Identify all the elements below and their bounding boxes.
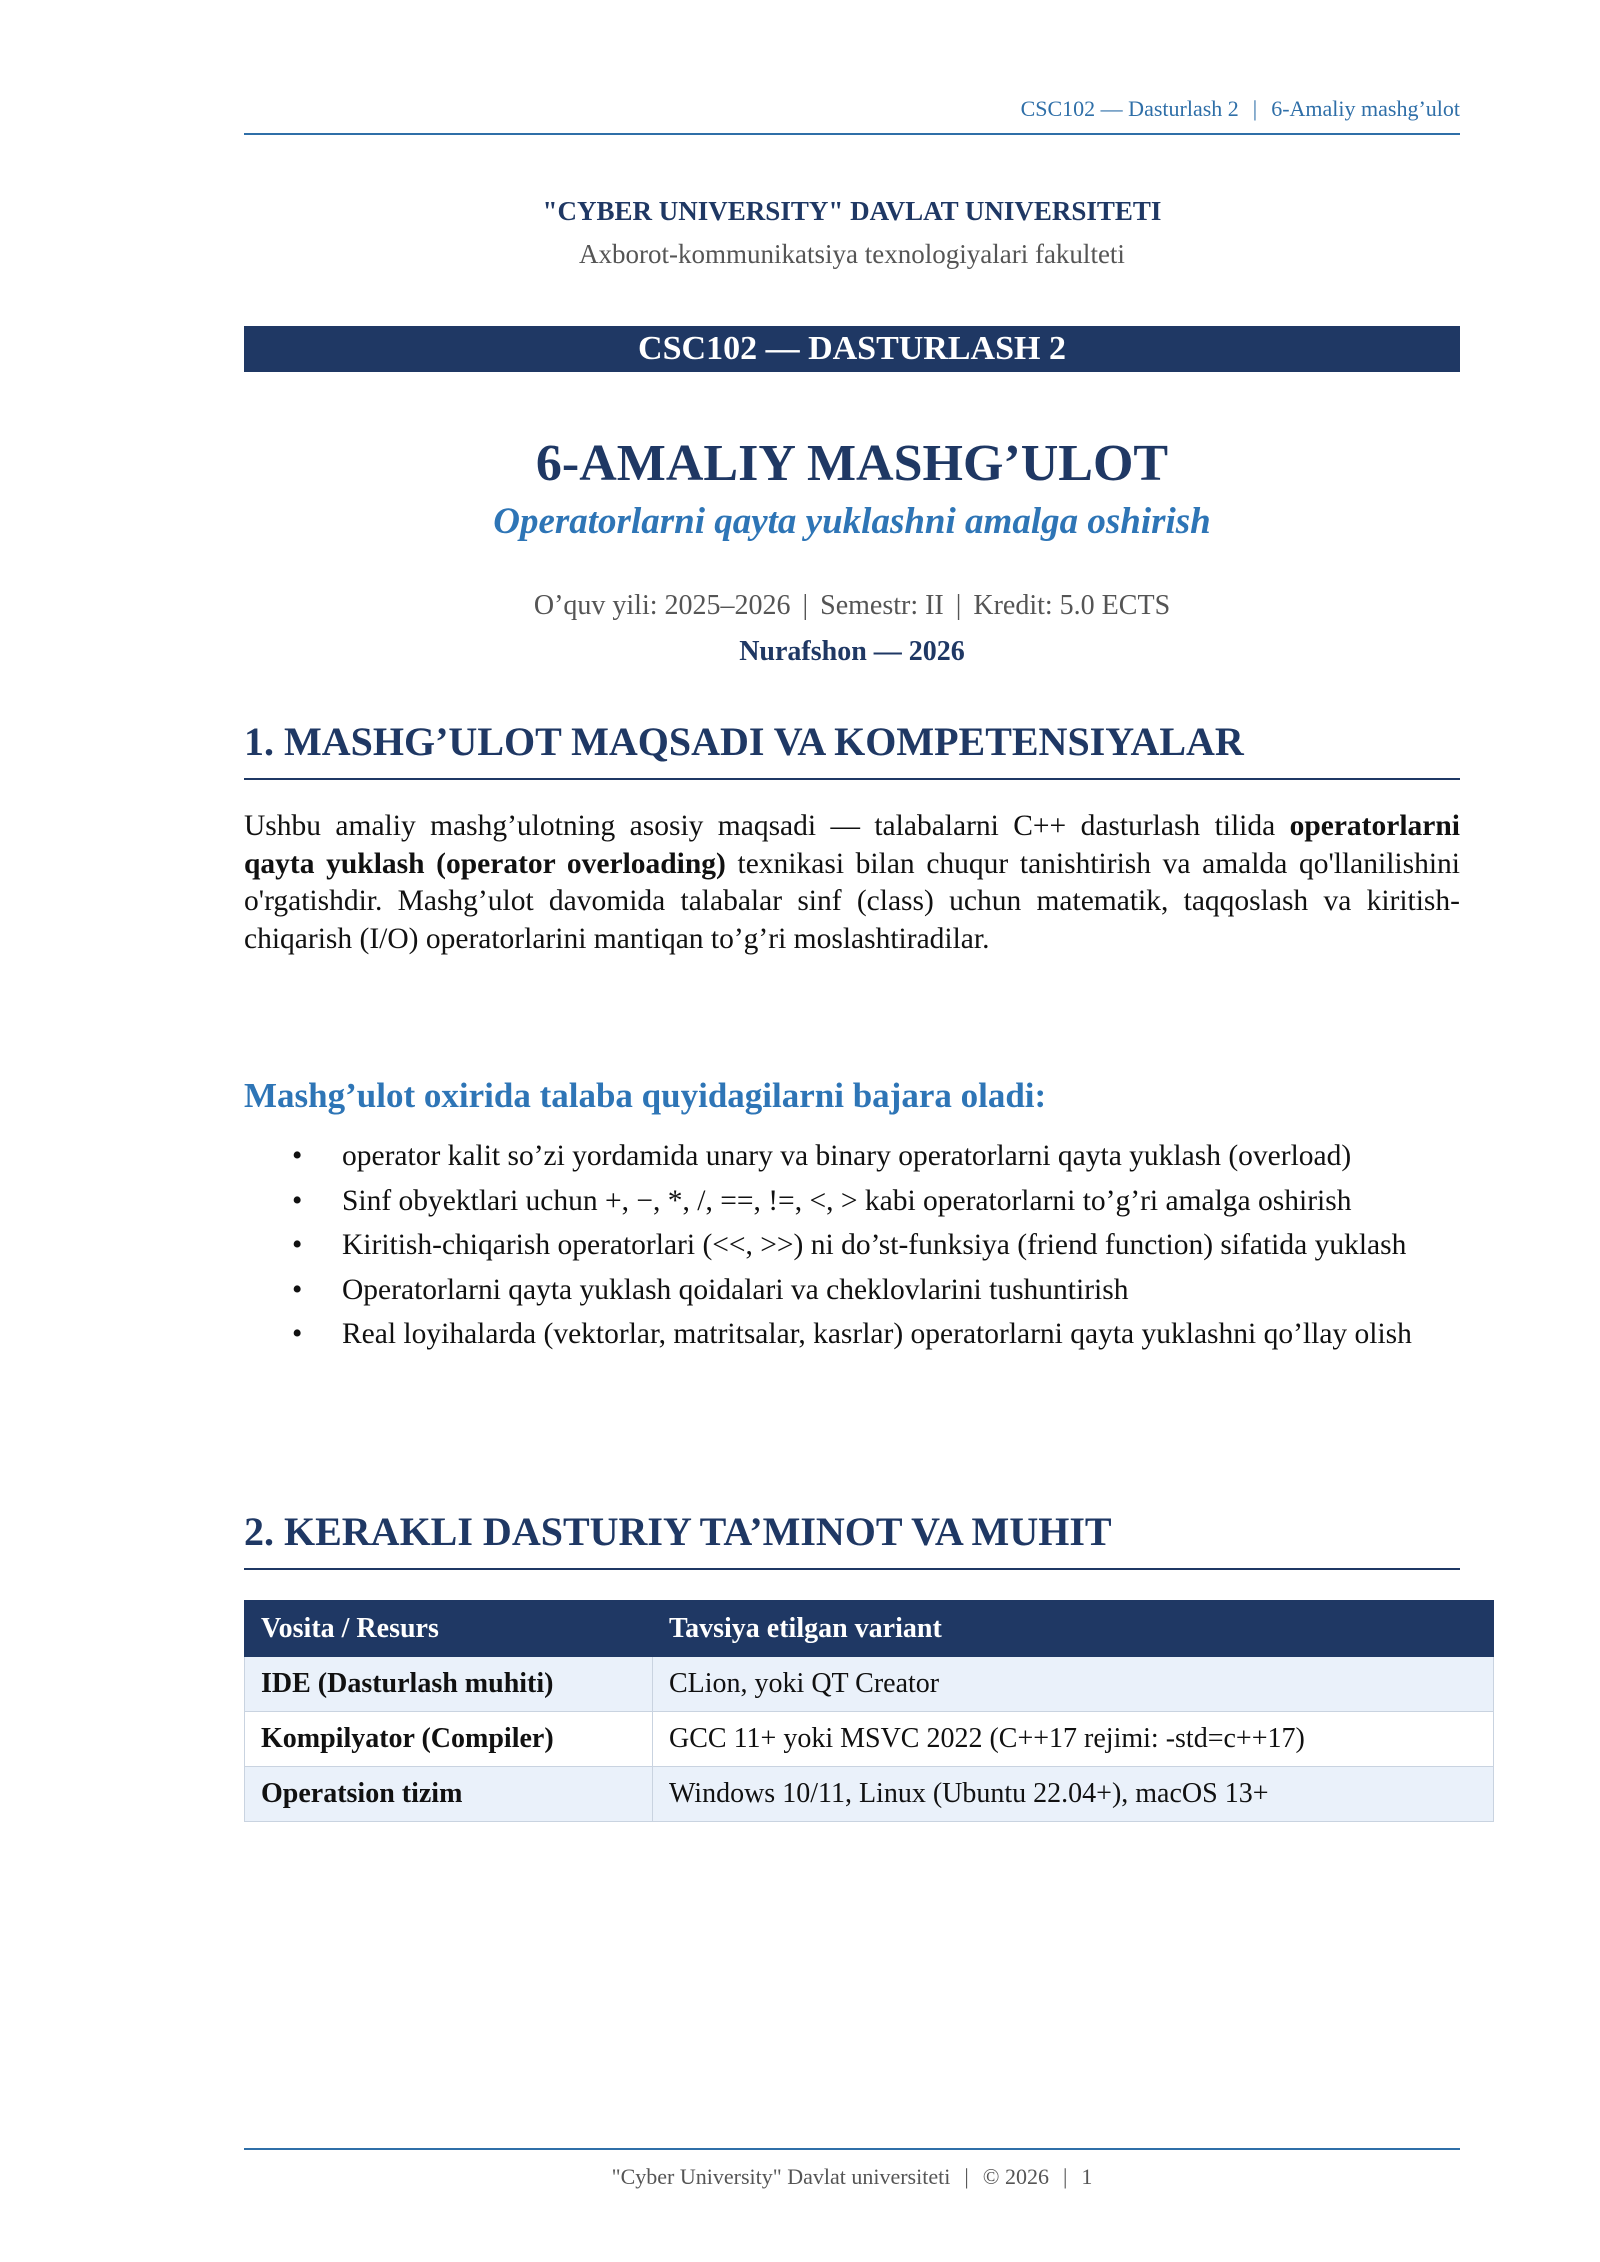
section-2-rule xyxy=(244,1568,1460,1570)
running-header xyxy=(244,96,1460,122)
table-row xyxy=(245,1767,1494,1822)
table-row xyxy=(245,1657,1494,1712)
table-cell-key: Operatsion tizim xyxy=(245,1767,653,1822)
course-meta xyxy=(244,590,1460,622)
list-item-text: Kiritish-chiqarish operatorlari (<<, >>) ni do’st-funksiya (friend function) sifatida yuklash xyxy=(342,1229,1407,1261)
page-title: 6-AMALIY MASHG’ULOT xyxy=(535,435,1169,492)
table-cell-key: Kompilyator (Compiler) xyxy=(245,1712,653,1767)
list-item-text: Sinf obyektlari uchun +, −, *, /, ==, !=, <, > kabi operatorlarni to’g’ri amalga oshirish xyxy=(342,1184,1352,1217)
document-page xyxy=(244,0,1460,2262)
course-band: CSC102 — DASTURLASH 2 xyxy=(244,326,1460,372)
table-header-cell: Tavsiya etilgan variant xyxy=(653,1601,1494,1657)
footer-copyright: © 2026 xyxy=(982,2164,1049,2189)
author-line: Nurafshon — 2026 xyxy=(739,636,965,667)
header-lesson: 6-Amaliy mashg’ulot xyxy=(1271,96,1460,121)
paragraph-bold-term: operatorlarni qayta yuklash (operator overloading) xyxy=(244,810,1460,880)
faculty-name: Axborot-kommunikatsiya texnologiyalari fakulteti xyxy=(579,239,1125,269)
section-2-heading: 2. KERAKLI DASTURIY TA’MINOT VA MUHIT xyxy=(244,1509,1112,1554)
outcomes-list xyxy=(244,1138,1460,1361)
header-separator: | xyxy=(1252,96,1258,121)
meta-year: O’quv yili: 2025–2026 xyxy=(533,590,791,621)
paragraph-text-end: texnikasi bilan chuqur tanishtirish va amalda qo'llanilishini o'rgatishdir. Mashg’ulot davomida talabalar sinf (class) uchun matematik, taqqoslash va kiritish-chiqarish (I/O) operatorlarini mantiqan to’g’ri moslashtiradilar. xyxy=(244,847,1460,955)
list-item-text: Real loyihalarda (vektorlar, matritsalar, kasrlar) operatorlarni qayta yuklashni qo’llay olish xyxy=(342,1318,1412,1350)
bullet-icon: • xyxy=(292,1229,303,1261)
list-item xyxy=(244,1272,1460,1310)
paragraph-text-start: Ushbu amaliy mashg’ulotning asosiy maqsadi — talabalarni C++ dasturlash tilida xyxy=(244,810,1290,842)
objective-paragraph xyxy=(244,808,1460,958)
list-item xyxy=(244,1316,1460,1354)
section-1-rule xyxy=(244,778,1460,780)
header-course: CSC102 — Dasturlash 2 xyxy=(1020,96,1239,121)
section-1-heading: 1. MASHG’ULOT MAQSADI VA KOMPETENSIYALAR xyxy=(244,719,1244,764)
bullet-icon: • xyxy=(292,1273,303,1306)
outcomes-subheading: Mashg’ulot oxirida talaba quyidagilarni bajara oladi: xyxy=(244,1076,1047,1115)
table-cell-value: GCC 11+ yoki MSVC 2022 (C++17 rejimi: -std=c++17) xyxy=(653,1712,1494,1767)
footer-rule xyxy=(244,2148,1460,2150)
page-footer xyxy=(244,2164,1460,2190)
software-table xyxy=(244,1600,1494,1822)
university-name: "CYBER UNIVERSITY" DAVLAT UNIVERSITETI xyxy=(542,196,1162,226)
bullet-icon: • xyxy=(292,1140,303,1172)
list-item-text: Operatorlarni qayta yuklash qoidalari va cheklovlarini tushuntirish xyxy=(342,1273,1129,1306)
meta-credit: Kredit: 5.0 ECTS xyxy=(973,590,1171,621)
table-cell-value: CLion, yoki QT Creator xyxy=(653,1657,1494,1712)
table-cell-value: Windows 10/11, Linux (Ubuntu 22.04+), macOS 13+ xyxy=(653,1767,1494,1822)
table-row xyxy=(245,1712,1494,1767)
page-number: 1 xyxy=(1081,2164,1093,2189)
meta-separator: | xyxy=(802,590,809,621)
bullet-icon: • xyxy=(292,1184,303,1217)
table-header-row xyxy=(245,1601,1494,1657)
list-item xyxy=(244,1227,1460,1265)
footer-university: "Cyber University" Davlat universiteti xyxy=(611,2164,951,2189)
table-cell-key: IDE (Dasturlash muhiti) xyxy=(245,1657,653,1712)
page-subtitle: Operatorlarni qayta yuklashni amalga oshirish xyxy=(493,501,1211,542)
footer-separator: | xyxy=(1062,2164,1068,2189)
list-item-text: operator kalit so’zi yordamida unary va binary operatorlarni qayta yuklash (overload) xyxy=(342,1140,1352,1172)
list-item xyxy=(244,1138,1460,1176)
header-rule xyxy=(244,133,1460,135)
meta-semester: Semestr: II xyxy=(820,590,944,621)
meta-separator: | xyxy=(955,590,962,621)
list-item xyxy=(244,1183,1460,1221)
bullet-icon: • xyxy=(292,1318,303,1350)
footer-separator: | xyxy=(964,2164,969,2189)
table-header-cell: Vosita / Resurs xyxy=(245,1601,653,1657)
